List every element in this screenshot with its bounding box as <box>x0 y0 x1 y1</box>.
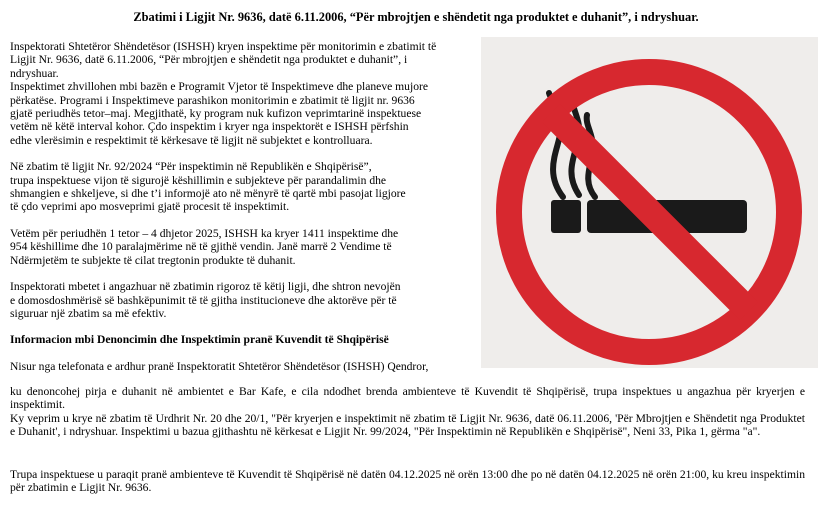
no-smoking-icon <box>481 37 818 368</box>
no-smoking-image <box>481 37 818 368</box>
paragraph-commitment: Inspektorati mbetet i angazhuar në zbatimin rigoroz të këtij ligji, dhe shtron nevojën e domosdoshmërisë së bashkëpunimit të të gjitha institucioneve dhe aktorëve për të siguruar një zbatim sa më efektiv. <box>10 280 401 320</box>
section-heading: Informacion mbi Denoncimin dhe Inspektimin pranë Kuvendit të Shqipërisë <box>10 333 389 347</box>
paragraph-complaint-start: Nisur nga telefonata e ardhur pranë Inspektoratit Shtetëror Shëndetësor (ISHSH) Qendror, <box>10 359 429 373</box>
paragraph-program: Inspektimet zhvillohen mbi bazën e Programit Vjetor të Inspektimeve dhe planeve mujore përkatëse. Programi i Inspektimeve parashikon monitorimin e zbatimit të ligjit nr. 9636 gjatë periudhës tetor–maj. Megjithatë, ky program nuk kufizon veprimtarinë inspektuese vetëm në këtë interval kohor. Çdo inspektim i kryer nga inspektorët e ISHSH përfshin edhe vlerësimin e respektimit të kërkesave të ligjit në subjektet e kontrolluara. <box>10 80 429 147</box>
paragraph-intro: Inspektorati Shtetëror Shëndetësor (ISHSH) kryen inspektime për monitorimin e zbatimit të Ligjit Nr. 9636, datë 6.11.2006, “Për mbrojtjen e shëndetit nga produktet e duhanit”, i ndryshuar. <box>10 40 437 80</box>
paragraph-statistics: Vetëm për periudhën 1 tetor – 4 dhjetor 2025, ISHSH ka kryer 1411 inspektime dhe 954 këshillime dhe 10 paralajmërime në të gjithë vendin. Janë marrë 2 Vendime të Ndërmjetëm te subjekte të cilat tregtonin produkte të duhanit. <box>10 226 399 267</box>
paragraph-law-92: Në zbatim të ligjit Nr. 92/2024 “Për inspektimin në Republikën e Shqipërisë”, trupa inspektuese vijon të sigurojë këshillimin e subjekteve për parandalimin dhe shmangien e shkeljeve, si dhe t’i informojë ato në mënyrë të qartë mbi pasojat ligjore të çdo veprimi apo mosveprimi gjatë procesit të inspektimit. <box>10 160 406 214</box>
paragraph-inspection-dates: Trupa inspektuese u paraqit pranë ambienteve të Kuvendit të Shqipërisë në datën 04.12.2025 në orën 13:00 dhe po në datën 04.12.2025 në orën 21:00, ku kreu inspektimin për zbatimin e Ligjit Nr. 9636. <box>10 468 805 495</box>
paragraph-complaint-rest: ku denoncohej pirja e duhanit në ambientet e Bar Kafe, e cila ndodhet brenda ambienteve të Kuvendit të Shqipërisë, trupa inspektues u angazhua për kryerjen e inspektimit. <box>10 385 805 412</box>
intro-column <box>10 40 460 373</box>
paragraph-order: Ky veprim u krye në zbatim të Urdhrit Nr. 20 dhe 20/1, "Për kryerjen e inspektimit në zbatim të Ligjit Nr. 9636, datë 06.11.2006, 'Për Mbrojtjen e Shëndetit nga Produktet e Duhanit', i ndryshuar. Inspektimi u bazua gjithashtu në kërkesat e Ligjit Nr. 99/2024, "Për Inspektimin në Republikën e Shqipërisë", Neni 33, Pika 1, gërma "a". <box>10 412 805 439</box>
cigarette-tip <box>551 200 581 233</box>
document-title: Zbatimi i Ligjit Nr. 9636, datë 6.11.2006, “Për mbrojtjen e shëndetit nga produktet e duhanit”, i ndryshuar. <box>133 10 699 24</box>
